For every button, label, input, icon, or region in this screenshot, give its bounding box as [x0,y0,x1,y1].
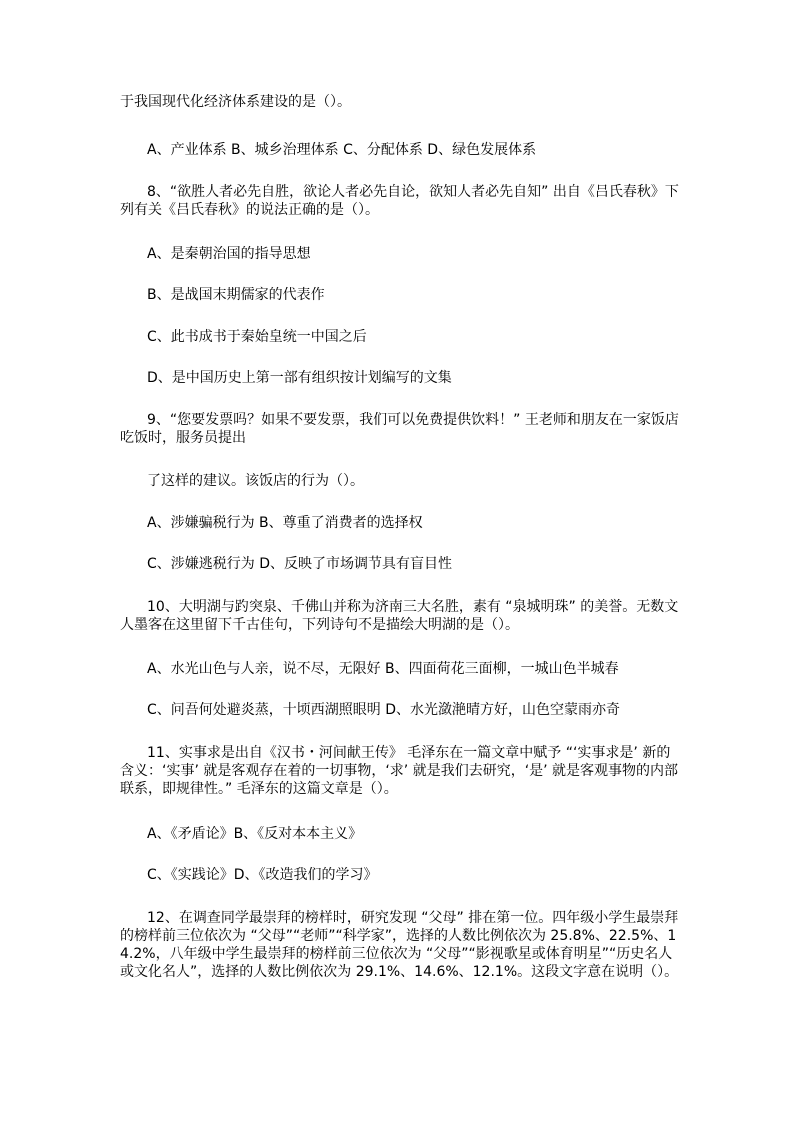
q8-option-b: B、是战国末期儒家的代表作 [147,287,325,303]
q8-option-c: C、此书成书于秦始皇统一中国之后 [147,329,367,345]
q11-options-cd: C、《实践论》D、《改造我们的学习》 [147,867,378,883]
question-11: 11、实事求是出自《汉书・河间献王传》 毛泽东在一篇文章中赋予 “‘实事求是’ 新的含义：‘实事’ 就是客观存在着的一切事物，‘求’ 就是我们去研究，‘是’ 就是客观事物的内部联系，即规律性。” 毛泽东的这篇文章是（）。 [120,745,679,797]
paragraph-continuation: 于我国现代化经济体系建设的是（）。 [120,94,351,110]
question-9-continued: 了这样的建议。该饭店的行为（）。 [147,473,364,489]
q8-option-d: D、是中国历史上第一部有组织按计划编写的文集 [147,370,452,386]
q10-options-ab: A、水光山色与人亲，说不尽，无限好 B、四面荷花三面柳，一城山色半城春 [147,661,619,677]
question-8: 8、“欲胜人者必先自胜，欲论人者必先自论，欲知人者必先自知” 出自《吕氏春秋》下列有关《吕氏春秋》的说法正确的是（）。 [120,184,679,218]
q7-options: A、产业体系 B、城乡治理体系 C、分配体系 D、绿色发展体系 [147,142,537,158]
question-9: 9、“您要发票吗？如果不要发票，我们可以免费提供饮料！” 王老师和朋友在一家饭店吃饭时，服务员提出 [120,412,679,446]
q8-option-a: A、是秦朝治国的指导思想 [147,246,311,262]
question-12: 12、在调查同学最崇拜的榜样时，研究发现 “父母” 排在第一位。四年级小学生最崇拜的榜样前三位依次为 “父母”“老师”“科学家”，选择的人数比例依次为 25.8%、22.5%、14.2%，八年级中学生最崇拜的榜样前三位依次为 “父母”“影视歌星或体育明星”“历史名人或文化名人”，选择的人数比例依次为 29.1%、14.6%、12.1%。这段文字意在说明（）。 [120,910,679,980]
question-10: 10、大明湖与趵突泉、千佛山并称为济南三大名胜，素有 “泉城明珠” 的美誉。无数文人墨客在这里留下千古佳句，下列诗句不是描绘大明湖的是（）。 [120,599,679,633]
q10-options-cd: C、问吾何处避炎蒸，十顷西湖照眼明 D、水光潋滟晴方好，山色空蒙雨亦奇 [147,702,621,718]
q11-options-ab: A、《矛盾论》B、《反对本本主义》 [147,826,363,842]
q9-options-cd: C、涉嫌逃税行为 D、反映了市场调节具有盲目性 [147,556,453,572]
q9-options-ab: A、涉嫌骗税行为 B、尊重了消费者的选择权 [147,515,423,531]
